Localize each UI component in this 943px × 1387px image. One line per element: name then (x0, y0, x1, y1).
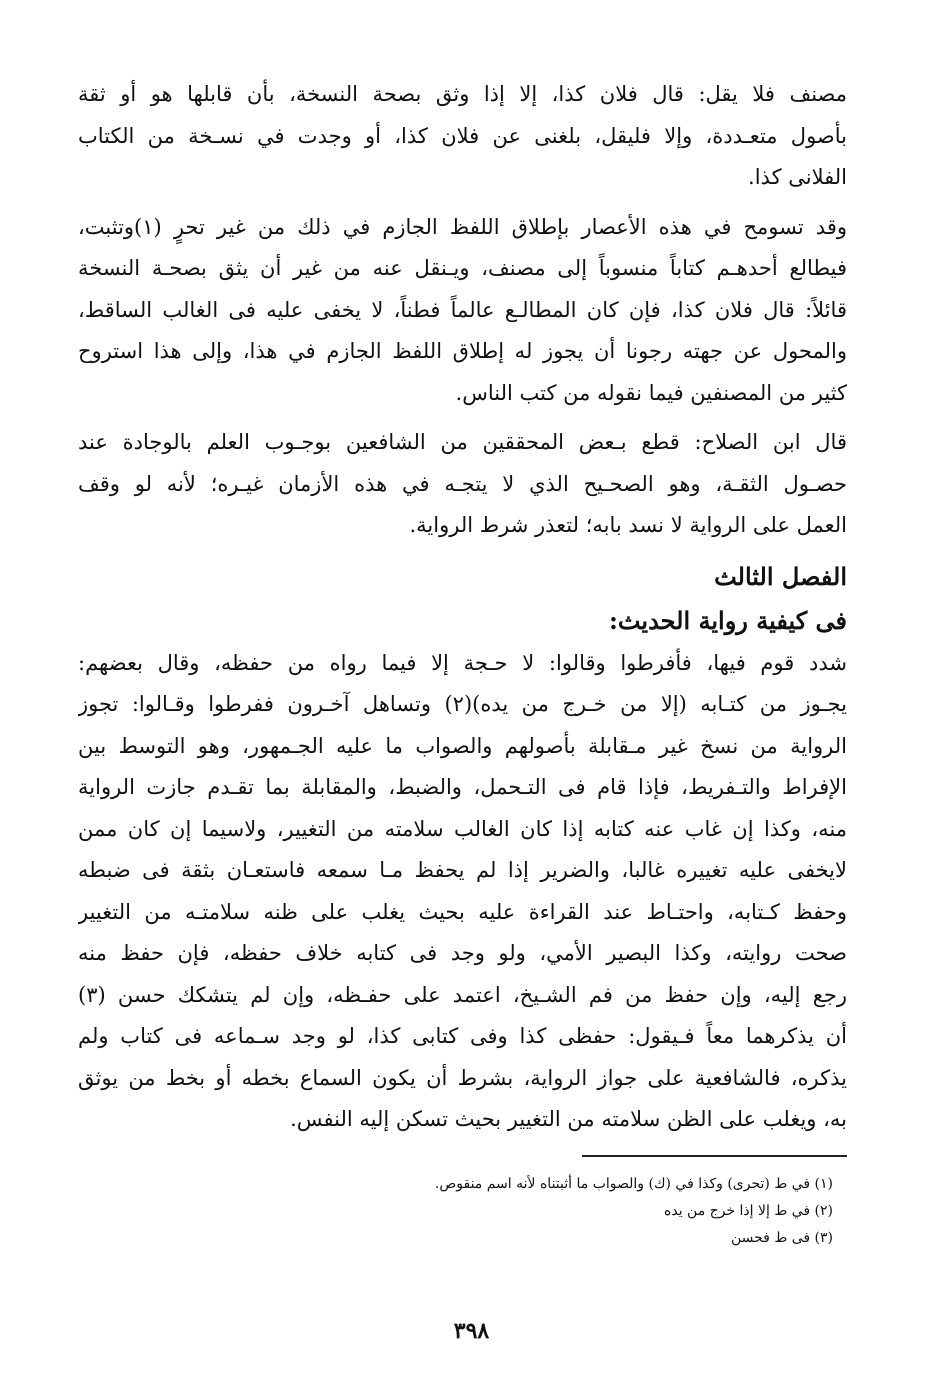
footnote-2: (٢) في ط إلا إذا خرج من يده (664, 1202, 833, 1219)
paragraph-1 (78, 74, 847, 199)
footnote-divider (582, 1155, 847, 1157)
text-line: يجـوز من كتـابه (إلا من خـرج من يده)(٢) وتساهل آخـرون ففرطوا وقـالوا: تجوز (78, 692, 847, 716)
text-line: وقد تسومح في هذه الأعصار بإطلاق اللفظ الجازم في ذلك من غير تحرٍ (١)وتثبت، (78, 214, 847, 239)
text-line: قائلاً: قال فلان كذا، فإن كان المطالـع عالماً فطناً، لا يخفى عليه فى الغالب الساقط، (78, 297, 847, 322)
text-line: بأصول متعـددة، وإلا فليقل، بلغنى عن فلان كذا، أو وجدت في نسـخة من الكتاب (78, 123, 847, 148)
text-line: فيطالع أحدهـم كتاباً منسوباً إلى مصنف، ويـنقل عنه من غير أن يثق بصحـة النسخة (78, 256, 847, 280)
text-line: شدد قوم فيها، فأفرطوا وقالوا: لا حـجة إلا فيما رواه من حفظه، وقال بعضهم: (78, 650, 847, 675)
text-line: الرواية من نسخ غير مـقابلة بأصولهم والصواب ما عليه الجـمهور، وهو التوسط بين (78, 733, 847, 758)
footnote-1: (١) في ط (تحرى) وكذا في (ك) والصواب ما أثبتناه لأنه اسم منقوص. (434, 1175, 833, 1192)
paragraph-4 (78, 643, 847, 1141)
text-line: وحفظ كـتابه، واحتـاط عند القراءة عليه بحيث يغلب على ظنه سلامتـه من التغيير (78, 899, 847, 924)
text-line: لايخفى عليه تغييره غالبا، والضرير إذا لم يحفظ مـا سمعه فاستعـان بثقة فى ضبطه (78, 858, 847, 882)
chapter-heading: الفصل الثالث (714, 561, 847, 591)
section-heading: فى كيفية رواية الحديث: (608, 605, 847, 635)
text-line: حصـول الثقـة، وهو الصحـيح الذي لا يتجـه في هذه الأزمان غيـره؛ لأنه لو وقف (78, 471, 847, 496)
page-number: ٣٩٨ (453, 1318, 490, 1344)
text-line: الفلانى كذا. (748, 165, 847, 189)
text-line: مصنف فلا يقل: قال فلان كذا، إلا إذا وثق بصحة النسخة، بأن قابلها هو أو ثقة (78, 82, 847, 106)
text-line: أن يذكرهما معاً فـيقول: حفظى كذا وفى كتابى كذا، لو وجد سـماعه فى كتاب ولم (78, 1024, 847, 1048)
text-line: كثير من المصنفين فيما نقوله من كتب الناس. (455, 380, 847, 405)
paragraph-2 (78, 207, 847, 415)
text-line: رجع إليه، وإن حفظ من فم الشـيخ، اعتمد على حفـظه، وإن لم يتشكك حسن (٣) (78, 982, 847, 1007)
text-line: منه، وكذا إن غاب عنه كتابه إذا كان الغالب سلامته من التغيير، ولاسيما إن كان ممن (78, 816, 847, 841)
footnote-3: (٣) فى ط فحسن (731, 1229, 833, 1246)
text-line: والمحول عن جهته رجونا أن يجوز له إطلاق اللفظ الجازم في هذا، وإلى هذا استروح (78, 339, 847, 363)
text-line: به، ويغلب على الظن سلامته من التغيير بحيث تسكن إليه النفس. (290, 1107, 847, 1131)
text-line: العمل على الرواية لا نسد بابه؛ لتعذر شرط الرواية. (409, 513, 847, 537)
footnotes (78, 1171, 833, 1252)
text-line: صحت روايته، وكذا البصير الأمي، ولو وجد فى كتابه خلاف حفظه، فإن حفظ منه (78, 941, 847, 965)
text-line: الإفراط والتـفريط، فإذا قام فى التـحمل، والضبط، والمقابلة بما تقـدم جازت الرواية (78, 775, 847, 799)
paragraph-3 (78, 422, 847, 547)
text-line: يذكره، فالشافعية على جواز الرواية، بشرط أن يكون السماع بخطه أو بخط من يوثق (78, 1065, 847, 1090)
text-line: قال ابن الصلاح: قطع بـعض المحققين من الشافعين بوجـوب العلم بالوجادة عند (78, 430, 847, 454)
